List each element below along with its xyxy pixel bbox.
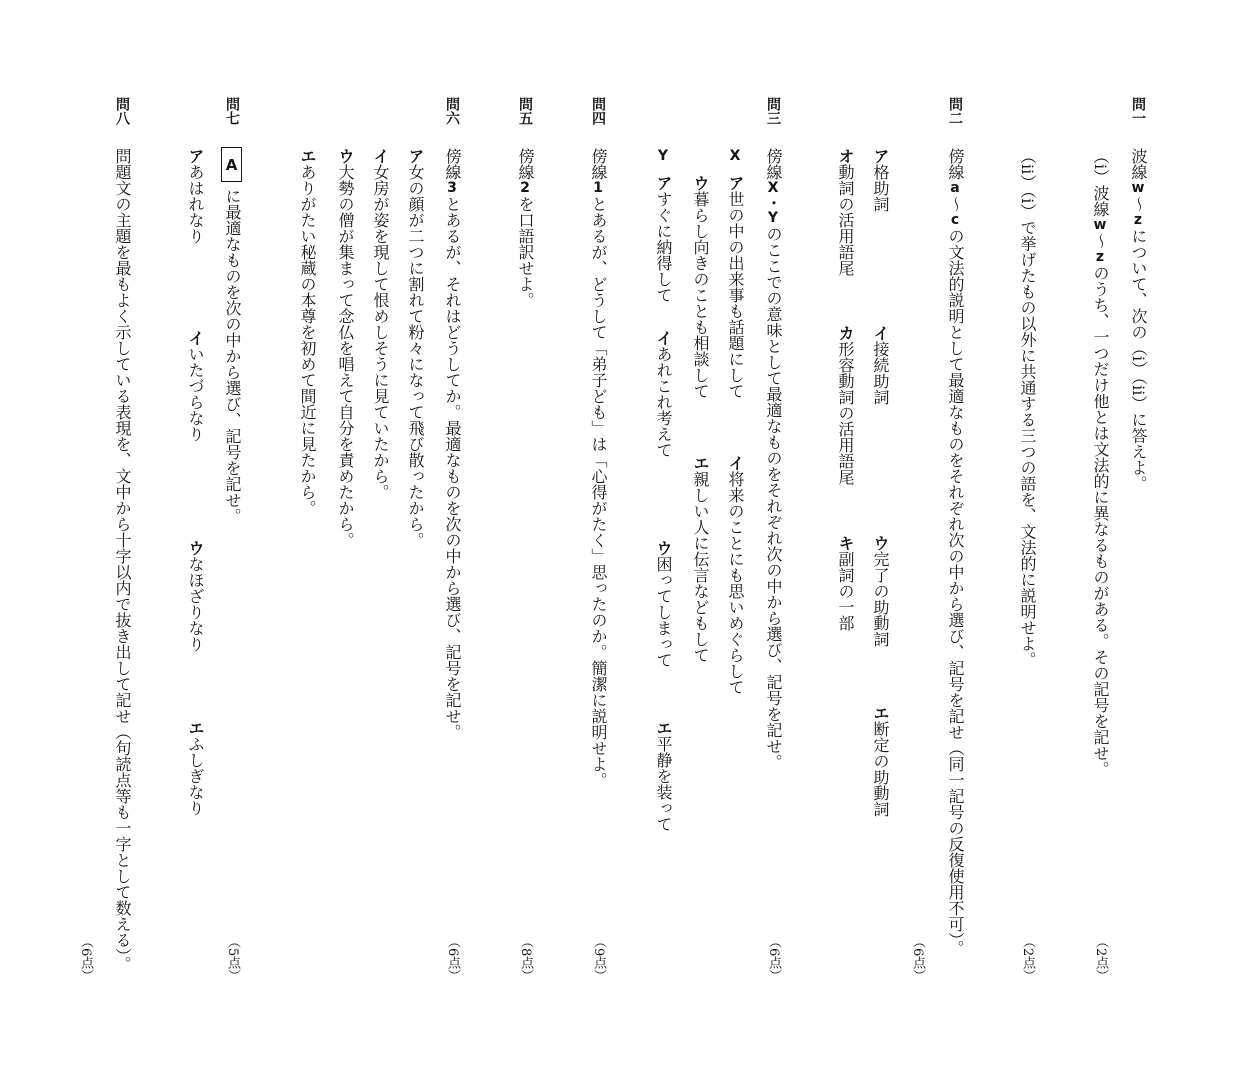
q3-group-x-label: X	[727, 148, 743, 164]
q1-label: 問一	[1130, 97, 1146, 125]
q7-choice: イいたづらなり	[186, 330, 205, 442]
q3-y-choice: アすぐに納得して	[654, 175, 673, 303]
q6-choice: ウ大勢の僧が集まって念仏を唱えて自分を責めたから。	[336, 148, 355, 548]
q2-choice: キ副詞の一部	[836, 535, 855, 631]
q3-y-choice: イあれこれ考えて	[654, 330, 673, 458]
q3-y-choice: エ平静を装って	[654, 720, 673, 832]
q3-x-choice: イ将来のことにも思いめぐらして	[726, 455, 745, 695]
q6-choice: エありがたい秘蔵の本尊を初めて間近に見たから。	[298, 148, 317, 516]
q7-prompt: に最適なものを次の中から選び、記号を記せ。	[223, 188, 242, 524]
q4-prompt: 傍線1とあるが、どうして「弟子ども」は「心得がたく」思ったのか。簡潔に説明せよ。	[589, 148, 608, 788]
q3-points: （6点）	[766, 935, 781, 983]
q7-choice: ウなほざりなり	[186, 540, 205, 652]
q5-label: 問五	[517, 97, 533, 125]
q3-x-choice: ウ暮らし向きのことも相談して	[691, 175, 710, 399]
q6-points: （6点）	[445, 935, 460, 983]
q3-group-y-label: Y	[655, 148, 671, 164]
q2-prompt: 傍線a～cの文法的説明として最適なものをそれぞれ次の中から選び、記号を記せ（同一記号の反復使用不可）。	[946, 148, 965, 956]
q8-prompt: 問題文の主題を最もよく示している表現を、文中から十字以内で抜き出して記せ（句読点等も一字として数える）。	[113, 148, 132, 972]
q2-choice: カ形容動詞の活用語尾	[836, 325, 855, 485]
q7-choice: エふしぎなり	[186, 720, 205, 816]
q1-sub-i-points: （2点）	[1093, 935, 1108, 983]
q1-sub-ii-points: （2点）	[1020, 935, 1035, 983]
q2-label: 問二	[947, 97, 963, 125]
q3-x-choice: ア世の中の出来事も話題にして	[726, 175, 745, 399]
q3-y-choice: ウ困ってしまって	[654, 540, 673, 668]
q8-label: 問八	[114, 97, 130, 125]
q3-prompt: 傍線X・Yのここでの意味として最適なものをそれぞれ次の中から選び、記号を記せ。	[764, 148, 783, 770]
q2-points: （6点）	[910, 935, 925, 983]
q2-choice: オ動詞の活用語尾	[836, 148, 855, 276]
q7-label: 問七	[224, 97, 240, 125]
q7-choice: アあはれなり	[186, 148, 205, 244]
q3-label: 問三	[765, 97, 781, 125]
q2-choice: ウ完了の助動詞	[871, 535, 890, 647]
q4-points: （9点）	[591, 935, 606, 983]
q8-points: （6点）	[78, 935, 93, 983]
q2-choice: イ接続助詞	[871, 325, 890, 405]
q6-prompt: 傍線3とあるが、それはどうしてか。最適なものを次の中から選び、記号を記せ。	[443, 148, 462, 740]
q3-x-choice: エ親しい人に伝言などもして	[691, 455, 710, 663]
q7-points: （5点）	[225, 935, 240, 983]
q5-prompt: 傍線2を口語訳せよ。	[516, 148, 535, 308]
q6-choice: ア女の顔が二つに割れて粉々になって飛び散ったから。	[406, 148, 425, 548]
q1-prompt: 波線w～zについて、次の（i）（ii）に答えよ。	[1129, 148, 1148, 492]
q5-points: （8点）	[518, 935, 533, 983]
q6-label: 問六	[444, 97, 460, 125]
q6-choice: イ女房が姿を現して恨めしそうに見ていたから。	[371, 148, 390, 500]
q4-label: 問四	[590, 97, 606, 125]
q1-sub-i-text: （i）波線w～zのうち、一つだけ他とは文法的に異なるものがある。その記号を記せ。	[1091, 148, 1110, 778]
q2-choice: エ断定の助動詞	[871, 705, 890, 817]
q1-sub-ii-text: （ii）（i）で挙げたもの以外に共通する三つの語を、文法的に説明せよ。	[1018, 148, 1037, 668]
q2-choice: ア格助詞	[871, 148, 890, 212]
q7-blank-box: A	[221, 147, 242, 182]
